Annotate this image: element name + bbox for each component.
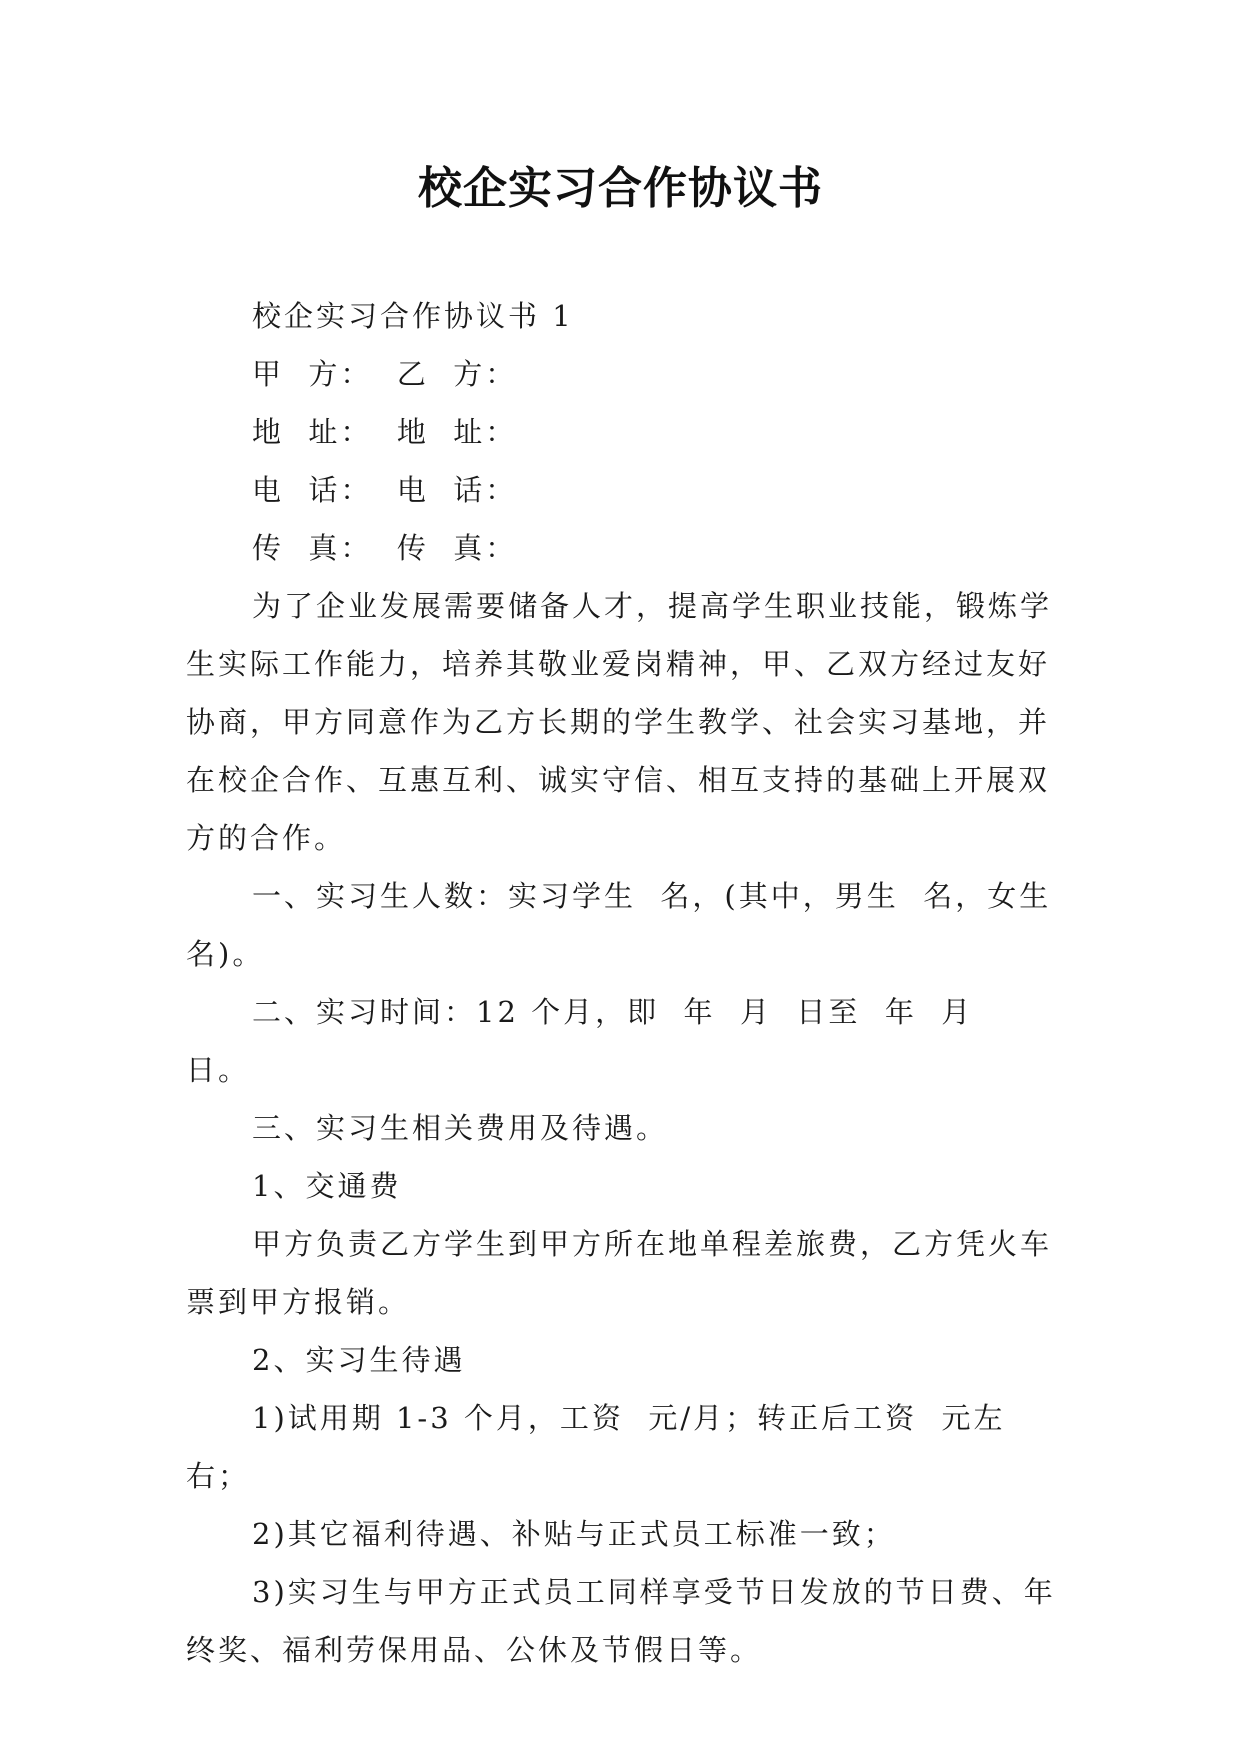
transport-heading: 1、交通费 [252, 1169, 402, 1203]
clause-intern-count: 一、实习生人数：实习学生 名，(其中，男生 名，女生 名)。 [186, 879, 1076, 971]
transport-paragraph: 甲方负责乙方学生到甲方所在地单程差旅费，乙方凭火车票到甲方报销。 [186, 1227, 1053, 1319]
subtitle-paragraph: 校企实习合作协议书 1 [252, 299, 574, 333]
treatment-item-1: 1)试用期 1-3 个月，工资 元/月；转正后工资 元左右； [186, 1401, 1006, 1493]
document-body [186, 287, 1076, 1679]
treatment-item-3: 3)实习生与甲方正式员工同样享受节日发放的节日费、年终奖、福利劳保用品、公休及节假日等。 [186, 1575, 1056, 1667]
address-line: 地 址： 地 址： [252, 415, 518, 449]
document-title: 校企实习合作协议书 [418, 163, 823, 214]
intro-paragraph: 为了企业发展需要储备人才，提高学生职业技能，锻炼学生实际工作能力，培养其敬业爱岗精神，甲、乙双方经过友好协商，甲方同意作为乙方长期的学生教学、社会实习基地，并在校企合作、互惠互利、诚实守信、相互支持的基础上开展双方的合作。 [186, 589, 1053, 855]
clause-fees-heading: 三、实习生相关费用及待遇。 [252, 1111, 669, 1145]
treatment-heading: 2、实习生待遇 [252, 1343, 466, 1377]
fax-line: 传 真： 传 真： [252, 531, 518, 565]
clause-intern-period: 二、实习时间：12 个月，即 年 月 日至 年 月 日。 [186, 995, 998, 1087]
treatment-item-2: 2)其它福利待遇、补贴与正式员工标准一致； [252, 1517, 896, 1551]
phone-line: 电 话： 电 话： [252, 473, 518, 507]
party-line: 甲 方： 乙 方： [252, 357, 518, 391]
